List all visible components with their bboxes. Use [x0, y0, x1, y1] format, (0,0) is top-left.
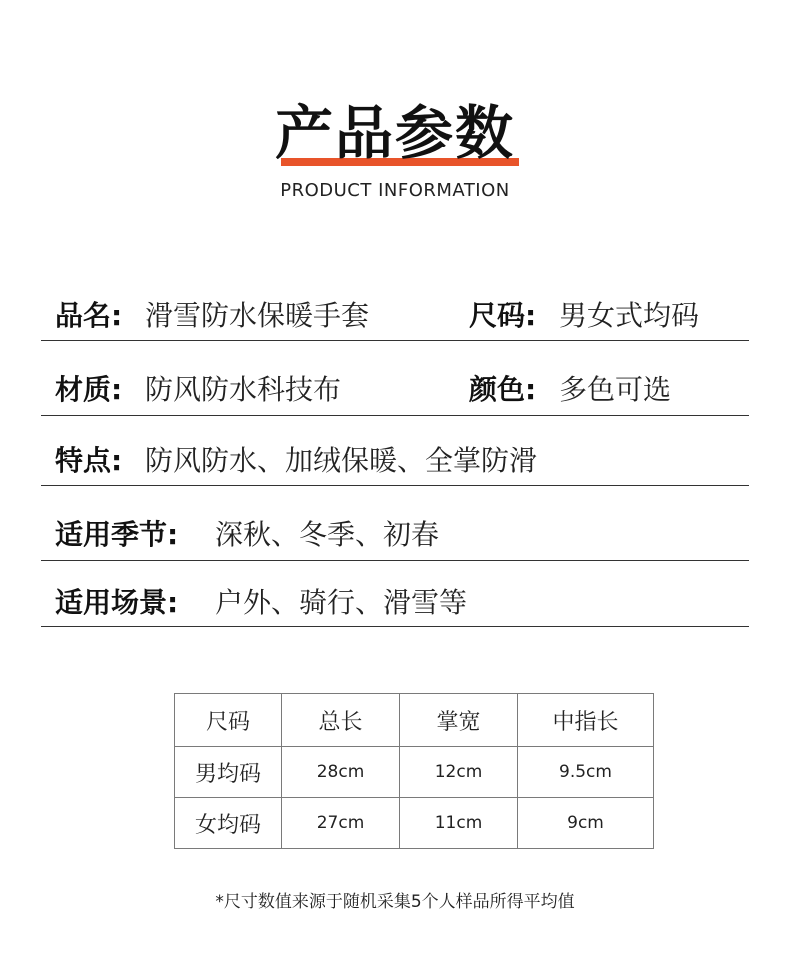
- size-table: [174, 693, 654, 849]
- size-table-header-cell: 掌宽: [400, 694, 518, 747]
- page-title: 产品参数: [274, 99, 515, 167]
- season-value: 深秋、冬季、初春: [215, 518, 440, 551]
- table-row: [175, 798, 654, 849]
- size-table-row-name: 男均码: [175, 747, 282, 798]
- param-row-scene: [41, 575, 749, 627]
- size-table-header-cell: 尺码: [175, 694, 282, 747]
- size-value: 男女式均码: [559, 299, 700, 332]
- scene-label: 适用场景:: [55, 586, 179, 619]
- size-table-header-cell: 总长: [282, 694, 400, 747]
- size-table-cell: 11cm: [400, 798, 518, 849]
- material-value: 防风防水科技布: [145, 373, 342, 406]
- table-row: [175, 747, 654, 798]
- scene-value: 户外、骑行、滑雪等: [215, 586, 468, 619]
- param-row-season: [41, 505, 749, 561]
- title-block: [0, 96, 790, 170]
- color-value: 多色可选: [559, 373, 672, 406]
- color-label: 颜色:: [469, 373, 537, 406]
- feature-label: 特点:: [55, 444, 123, 477]
- param-row-name-size: [41, 288, 749, 341]
- name-value: 滑雪防水保暖手套: [145, 299, 370, 332]
- size-table-cell: 27cm: [282, 798, 400, 849]
- material-label: 材质:: [55, 373, 123, 406]
- size-table-cell: 9cm: [518, 798, 654, 849]
- size-table-header-row: [175, 694, 654, 747]
- page-subtitle: PRODUCT INFORMATION: [280, 180, 510, 201]
- size-label: 尺码:: [469, 299, 537, 332]
- param-row-material-color: [41, 360, 749, 416]
- season-label: 适用季节:: [55, 518, 179, 551]
- name-label: 品名:: [55, 299, 123, 332]
- footnote: *尺寸数值来源于随机采集5个人样品所得平均值: [215, 892, 575, 912]
- size-table-header-cell: 中指长: [518, 694, 654, 747]
- size-table-row-name: 女均码: [175, 798, 282, 849]
- param-row-feature: [41, 432, 749, 486]
- size-table-cell: 28cm: [282, 747, 400, 798]
- size-table-cell: 12cm: [400, 747, 518, 798]
- feature-value: 防风防水、加绒保暖、全掌防滑: [145, 444, 538, 477]
- size-table-cell: 9.5cm: [518, 747, 654, 798]
